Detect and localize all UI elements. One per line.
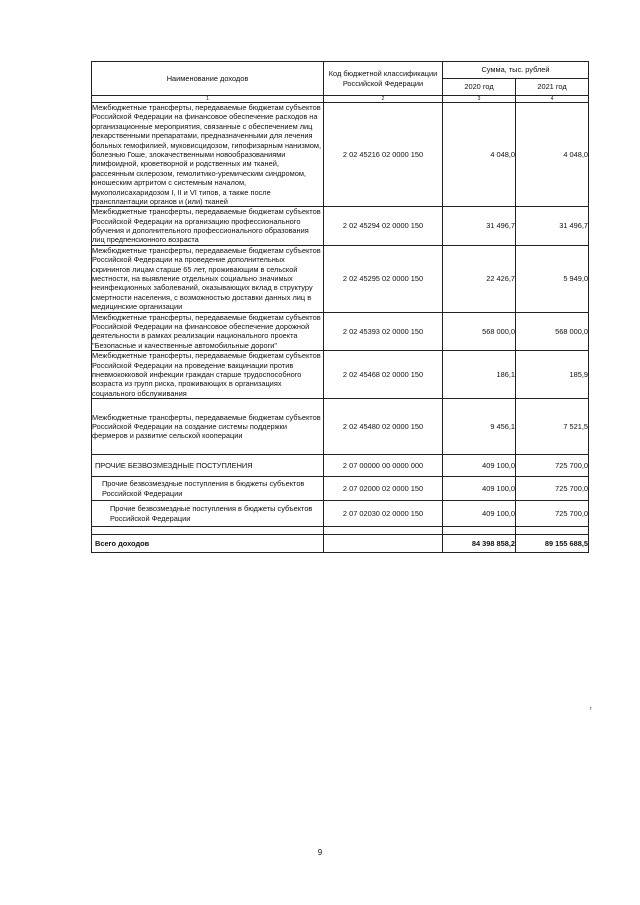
column-number: 3 — [443, 96, 516, 103]
row-value-2020: 568 000,0 — [443, 312, 516, 351]
row-value-2021: 725 700,0 — [516, 455, 589, 477]
row-value-2021: 185,9 — [516, 351, 589, 399]
revenue-table — [91, 61, 589, 553]
table-row — [92, 501, 589, 527]
row-value-2020: 22 426,7 — [443, 245, 516, 312]
row-name: Межбюджетные трансферты, передаваемые бюджетам субъектов Российской Федерации на проведение вакцинации против пневмококковой инфекции граждан старше трудоспособного возраста из групп риска, проживающих в организациях социального обслуживания — [92, 351, 324, 399]
row-value-2021: 7 521,5 — [516, 399, 589, 455]
header-row — [92, 62, 589, 79]
header-sum: Сумма, тыс. рублей — [443, 62, 589, 79]
row-code: 2 07 02030 02 0000 150 — [324, 501, 443, 527]
header-code: Код бюджетной классификации Российской Федерации — [324, 62, 443, 96]
row-code: 2 07 00000 00 0000 000 — [324, 455, 443, 477]
row-value-2020: 31 496,7 — [443, 207, 516, 246]
table-row — [92, 351, 589, 399]
empty-cell — [92, 527, 324, 535]
column-number-row — [92, 96, 589, 103]
empty-row — [92, 527, 589, 535]
row-code: 2 07 02000 02 0000 150 — [324, 477, 443, 501]
row-code: 2 02 45216 02 0000 150 — [324, 103, 443, 207]
total-row — [92, 535, 589, 553]
row-value-2020: 186,1 — [443, 351, 516, 399]
row-value-2021: 725 700,0 — [516, 477, 589, 501]
row-value-2021: 4 048,0 — [516, 103, 589, 207]
total-label: Всего доходов — [92, 535, 324, 553]
row-value-2020: 9 456,1 — [443, 399, 516, 455]
empty-cell — [516, 527, 589, 535]
table-row — [92, 455, 589, 477]
row-code: 2 02 45393 02 0000 150 — [324, 312, 443, 351]
table-row — [92, 477, 589, 501]
row-code: 2 02 45468 02 0000 150 — [324, 351, 443, 399]
row-name: Прочие безвозмездные поступления в бюджеты субъектов Российской Федерации — [92, 477, 324, 501]
total-code — [324, 535, 443, 553]
row-value-2021: 725 700,0 — [516, 501, 589, 527]
row-code: 2 02 45294 02 0000 150 — [324, 207, 443, 246]
column-number: 2 — [324, 96, 443, 103]
row-code: 2 02 45295 02 0000 150 — [324, 245, 443, 312]
row-name: Межбюджетные трансферты, передаваемые бюджетам субъектов Российской Федерации на организацию профессионального обучения и дополнительного профессионального образования лиц предпенсионного возраста — [92, 207, 324, 246]
row-name: Межбюджетные трансферты, передаваемые бюджетам субъектов Российской Федерации на создание системы поддержки фермеров и развитие сельской кооперации — [92, 399, 324, 455]
row-value-2020: 409 100,0 — [443, 455, 516, 477]
table-row — [92, 103, 589, 207]
row-value-2020: 409 100,0 — [443, 477, 516, 501]
table-row — [92, 207, 589, 246]
header-year-2020: 2020 год — [443, 79, 516, 96]
row-value-2021: 5 949,0 — [516, 245, 589, 312]
row-value-2020: 4 048,0 — [443, 103, 516, 207]
row-value-2020: 409 100,0 — [443, 501, 516, 527]
row-name: Межбюджетные трансферты, передаваемые бюджетам субъектов Российской Федерации на проведение дополнительных скринингов лицам старше 65 лет, проживающим в сельской местности, на выявление отдельных социально значимых неинфекционных заболеваний, оказывающих вклад в структуру смертности населения, с возможностью доставки данных лиц в медицинские организации — [92, 245, 324, 312]
empty-cell — [324, 527, 443, 535]
row-code: 2 02 45480 02 0000 150 — [324, 399, 443, 455]
row-value-2021: 31 496,7 — [516, 207, 589, 246]
row-name: ПРОЧИЕ БЕЗВОЗМЕЗДНЫЕ ПОСТУПЛЕНИЯ — [92, 455, 324, 477]
table-row — [92, 245, 589, 312]
page-number: 9 — [317, 848, 323, 857]
table-row — [92, 399, 589, 455]
row-name: Межбюджетные трансферты, передаваемые бюджетам субъектов Российской Федерации на финансовое обеспечение расходов на организационные мероприятия, связанные с обеспечением лиц лекарственными препаратами, предназначенными для лечения больных гемофилией, муковисцидозом, гипофизарным нанизмом, болезнью Гоше, злокачественными новообразованиями лимфоидной, кроветворной и родственных им тканей, рассеянным склерозом, гемолитико-уремическим синдромом, юношеским артритом с системным началом, мукополисахаридозом I, II и VI типов, а также после трансплантации органов и (или) тканей — [92, 103, 324, 207]
empty-cell — [443, 527, 516, 535]
total-value-2020: 84 398 858,2 — [443, 535, 516, 553]
row-name: Прочие безвозмездные поступления в бюджеты субъектов Российской Федерации — [92, 501, 324, 527]
column-number: 4 — [516, 96, 589, 103]
header-year-2021: 2021 год — [516, 79, 589, 96]
table-row — [92, 312, 589, 351]
margin-mark: г — [590, 706, 592, 712]
header-name: Наименование доходов — [92, 62, 324, 96]
total-value-2021: 89 155 688,5 — [516, 535, 589, 553]
column-number: 1 — [92, 96, 324, 103]
row-value-2021: 568 000,0 — [516, 312, 589, 351]
row-name: Межбюджетные трансферты, передаваемые бюджетам субъектов Российской Федерации на финансовое обеспечение дорожной деятельности в рамках реализации национального проекта "Безопасные и качественные автомобильные дороги" — [92, 312, 324, 351]
